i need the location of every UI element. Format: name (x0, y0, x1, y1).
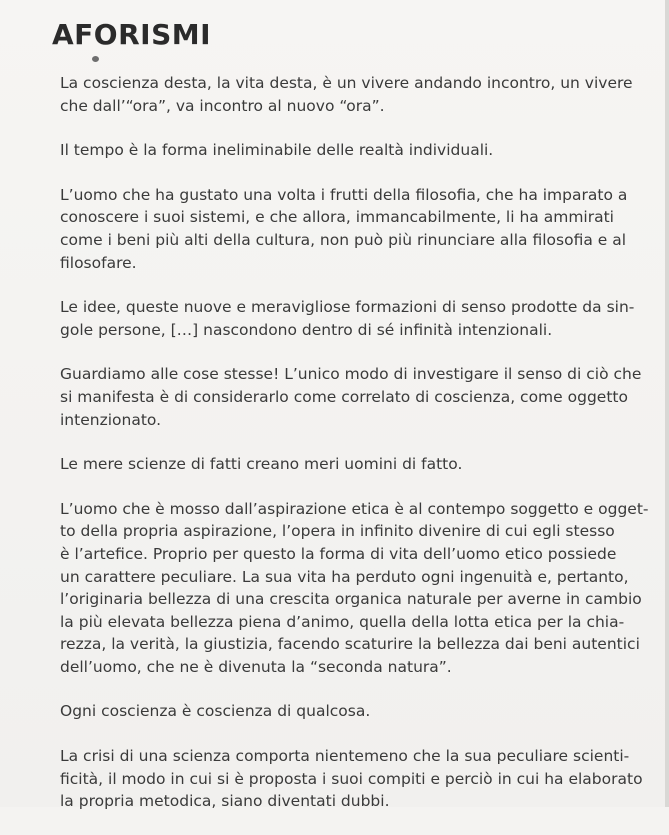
text-line: rezza, la verità, la giustizia, facendo scaturire la bellezza dai beni autentici (60, 635, 640, 654)
text-line: è l’artefice. Proprio per questo la forma di vita dell’uomo etico possiede (60, 544, 617, 563)
text-line: La coscienza desta, la vita desta, è un vivere andando incontro, un vivere (60, 74, 633, 92)
aphorism-paragraph (60, 72, 640, 117)
aphorism-paragraph (60, 498, 649, 679)
ink-dot (92, 56, 99, 62)
aphorism-paragraph (60, 184, 640, 274)
text-line: Le mere scienze di fatti creano meri uomini di fatto. (60, 455, 463, 474)
text-line: l’originaria bellezza di una crescita organica naturale per averne in cambio (60, 590, 642, 609)
text-line: gole persone, […] nascondono dentro di sé infinità intenzionali. (60, 320, 553, 339)
aphorism-paragraph (60, 453, 640, 476)
aphorism-paragraph (60, 363, 640, 431)
text-line: intenzionato. (60, 410, 162, 429)
text-line: la propria metodica, siano diventati dubbi. (60, 792, 390, 811)
text-line: Le idee, queste nuove e meravigliose formazioni di senso prodotte da sin- (60, 298, 635, 317)
aphorism-paragraph (60, 139, 640, 162)
text-line: Guardiamo alle cose stesse! L’unico modo di investigare il senso di ciò che (60, 365, 642, 384)
text-line: La crisi di una scienza comporta nientemeno che la sua peculiare scienti- (60, 747, 630, 766)
text-line: la più elevata bellezza piena d’animo, quella della lotta etica per la chia- (60, 612, 625, 631)
aphorism-paragraph (60, 745, 643, 813)
text-line: dell’uomo, che ne è divenuta la “seconda natura”. (60, 657, 452, 676)
page-edge-shadow (665, 0, 669, 807)
text-line: Ogni coscienza è coscienza di qualcosa. (60, 702, 371, 721)
text-line: to della propria aspirazione, l’opera in infinito divenire di cui egli stesso (60, 522, 615, 541)
text-line: Il tempo è la forma ineliminabile delle realtà individuali. (60, 141, 494, 160)
text-line: L’uomo che è mosso dall’aspirazione etica è al contempo soggetto e ogget- (60, 499, 649, 518)
text-line: filosofare. (60, 253, 137, 272)
text-line: conoscere i suoi sistemi, e che allora, immancabilmente, li ha ammirati (60, 208, 614, 227)
text-line: che dall’“ora”, va incontro al nuovo “ora”. (60, 96, 385, 115)
text-line: si manifesta è di considerarlo come correlato di coscienza, come oggetto (60, 387, 628, 406)
text-line: un carattere peculiare. La sua vita ha perduto ogni ingenuità e, pertanto, (60, 567, 629, 586)
text-line: L’uomo che ha gustato una volta i frutti della filosofia, che ha imparato a (60, 185, 628, 204)
aphorism-paragraph (60, 700, 640, 723)
page-title: AFORISMI (52, 18, 212, 51)
text-line: come i beni più alti della cultura, non può più rinunciare alla filosofia e al (60, 230, 627, 249)
aphorism-paragraph (60, 296, 640, 341)
aphorisms-body (60, 72, 649, 835)
text-line: ficità, il modo in cui si è proposta i suoi compiti e perciò in cui ha elaborato (60, 769, 643, 788)
